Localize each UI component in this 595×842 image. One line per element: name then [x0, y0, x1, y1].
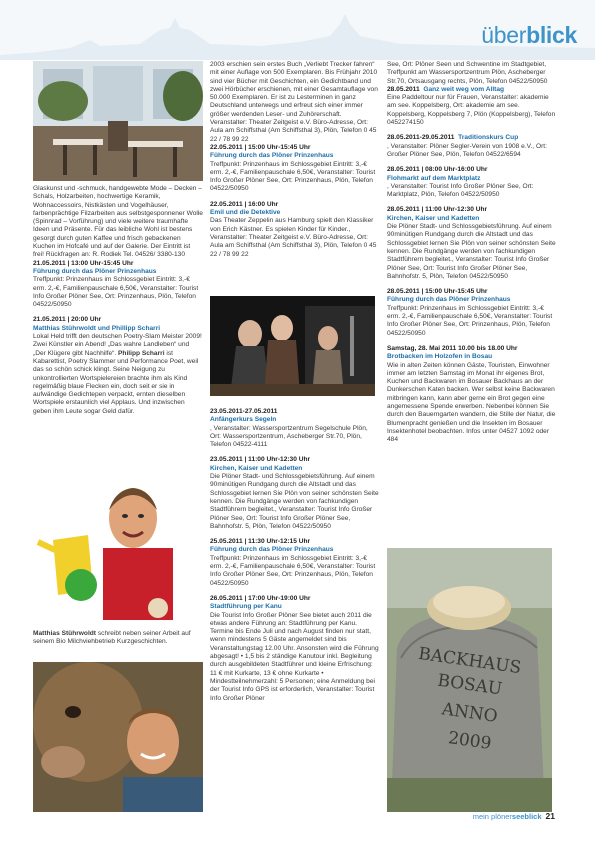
page-number: 21 [545, 811, 555, 821]
stone-engraving-line2: BOSAU [436, 670, 504, 700]
event-date: 25.05.2011 | 11:30 Uhr-12:15 Uhr [210, 538, 311, 546]
event-entry [387, 86, 557, 127]
event-title: Führung durch das Plöner Prinzenhaus [210, 152, 334, 160]
event-entry [210, 456, 380, 531]
column-3 [387, 61, 557, 451]
event-title: Flohmarkt auf dem Marktplatz [387, 174, 481, 182]
event-body: Treffpunkt: Prinzenhaus im Schlossgebiet Eintritt: 3,-€ erm. 2,-€, Familienpauschale 6,50€, Veranstalter: Tourist Info Großer Plöner See, Ort: Prinzenhaus, Plön, Telefon 04522/50950 [33, 276, 199, 309]
col2-intro: 2003 erschien sein erstes Buch „Verliebt Trecker fahren“ mit einer Auflage von 500 Exemplaren. Bis Frühjahr 2010 sind vier Bücher mit Geschichten, ein Gedichtband und zwei Hörbücher erschienen, mit einer Gesamtauflage von 50.000 Exemplaren. Er ist zu Lesterminen in ganz Deutschland unterwegs und erfreut sich einer immer größer werdenden Leser- und Zuhörerschaft. Veranstalter: Theater Zeitgeist e.V. Büro-Adresse, Ort: Aula am Schiffsthal (Am Schiffsthal 3), Plön, Telefon 0 45 22 / 78 99 22 [210, 61, 378, 143]
event-body: Die Plöner Stadt- und Schlossgebietsführung. Auf einem 90minütigen Rundgang durch die Altstadt und das Schlossgebiet lernen Sie Plön von seiner schönsten Seite kennen. Die Rundgänge werden von fachkundigen Stadtführern begleitet., Veranstalter: Tourist Info Großer Plöner See, Ort: Tourist Info Großer Plöner See, Bahnhofstr. 5, Plön, Telefon 04522/50950 [387, 223, 556, 280]
event-body: , Veranstalter: Plöner Segler-Verein von 1908 e.V., Ort: Großer Plöner See, Plön, Telefon 04522/6594 [387, 142, 547, 158]
event-title: Führung durch das Plöner Prinzenhaus [33, 267, 157, 275]
event-body: Das Theater Zeppelin aus Hamburg spielt den Klassiker von Erich Kästner. Es spielen Kinder für Kinder., Veranstalter: Theater Zeitgeist e.V. Büro-Adresse, Ort: Aula am Schiffsthal (Am Schiffsthal 3), Plön, Telefon 0 45 22 / 78 99 22 [210, 217, 377, 258]
event-entry [387, 288, 557, 338]
stone-engraving-line3: ANNO [440, 699, 499, 727]
column-1 [33, 185, 203, 423]
event-body: Eine Paddeltour nur für Frauen, Veranstalter: akademie am see. Koppelsberg, Ort: akademie am see. Koppelsberg, Koppelsberg 7, Plön (Koppelsberg), Telefon 0452274150 [387, 94, 556, 127]
event-title: Stadtführung per Kanu [210, 603, 282, 611]
event-entry [387, 166, 557, 199]
watering-can-photo [33, 480, 203, 620]
event-entry [210, 201, 380, 259]
event-title: Emil und die Detektive [210, 209, 281, 217]
caption-name: Matthias Stührwoldt [33, 630, 97, 637]
event-title: Anfängerkurs Segeln [210, 416, 277, 424]
footer-magazine-name: mein plöner [472, 812, 512, 821]
footer-magazine-name-bold: seeblick [511, 812, 542, 821]
col1-intro: Glaskunst und -schmuck, handgewebte Mode – Decken – Schals, Holzarbeiten, hochwertige Keramik, Wohnaccessoirs, Nistkästen und Vogelhäuser, farbenprächtige Filzarbeiten aus selbstgesponnener Wolle (Spinnrad – Vorführung) und viele weitere traumhafte Ideen und Präsente. Für das leibliche Wohl ist bestens gesorgt durch guten Kaffee und frisch gebackenen Kuchen im Hofcafé und auf der Galerie. Der Eintritt ist frei! Rückfragen an: R. Rodiek Tel. 04526/ 3380-130 [33, 185, 203, 259]
event-title: Ganz weit weg vom Alltag [423, 85, 505, 93]
event-date: 21.05.2011 | 20:00 Uhr [33, 316, 102, 324]
event-entry [387, 206, 557, 281]
event-title: Brotbacken im Holzofen in Bosau [387, 353, 493, 361]
event-body: Lokal Held trifft den deutschen Poetry-Slam Meister 2009! Zwei Künstler ein Abend! „Das wahre Landleben“ und „Der Klügere gibt Nachhilfe“. Philipp Scharri ist Kabarettist, Poetry Slammer und Performance Poet, weil das so schön schick klingt. Seine Neigung zu unkontrollierten Wortspielereien brachte ihm als Kind regelmäßig blaue Flecken ein, doch seit er sie in aufwändige Gedichtepen verpackt, ernten dieselben Wortspiele erstaunlich viel Applaus. Und inzwischen geben ihm Leute sogar Geld dafür. [33, 333, 202, 415]
event-body: Wie in alten Zeiten können Gäste, Touristen, Einwohner immer am letzten Samstag im Monat ihr eigenes Brot, Kuchen und Backwaren im Bosauer Backhaus an der Dunkerschen Katen backen. Wer selbst keine Backwaren mitbringen kann, kann aber gerne ein Brot gegen eine angemessene Spende erwerben. Nebenbei können Sie durch den Bauerngarten wandern, die Stille der Natur, die Blumenpracht genießen und die Insekten im Bosauer Insektenhotel beobachten. Infos unter 04527 1092 oder 484 [387, 361, 556, 444]
event-title: Kirchen, Kaiser und Kadetten [210, 464, 303, 472]
event-title: Matthias Stührwoldt und Phillipp Scharri [33, 324, 161, 332]
event-date: 22.05.2011 | 15:00 Uhr-15:45 Uhr [210, 143, 311, 151]
event-date: 28.05.2011 | 15:00 Uhr-15:45 Uhr [387, 288, 488, 296]
photo-caption [33, 630, 203, 647]
cafe-photo [33, 61, 203, 181]
event-entry [210, 595, 380, 703]
event-body: Die Tourist Info Großer Plöner See bietet auch 2011 die etwas andere Führung an: Stadtführung per Kanu. Termine bis Ende Juli und nach August finden nur statt, wenn mindestens 5 Gäste angemeldet sind bis Veranstaltungstag 12.00 Uhr. Ansonsten wird die Führung abgesagt! • 1,5 bis 2 ständige Kanutour inkl. Begleitung durch ausgebildeten Stadtführer und kleine Erfrischung: 11 € mit Kurkarte, 13 € ohne Kurkarte • Mindestteilnehmerzahl: 5 Personen; eine Anmeldung bei der Tourist Info GPS ist erforderlich, Veranstalter: Tourist Info Großer Plöner [210, 611, 379, 702]
event-entry [387, 345, 557, 445]
event-date: 22.05.2011 | 16:00 Uhr [210, 200, 279, 208]
theatre-photo [210, 296, 375, 396]
event-date: 23.05.2011-27.05.2011 [210, 408, 278, 415]
event-body: Treffpunkt: Prinzenhaus im Schlossgebiet Eintritt: 3,-€ erm. 2,-€, Familienpauschale 6,50€, Veranstalter: Tourist Info Großer Plöner See, Ort: Prinzenhaus, Plön, Telefon 04522/50950 [210, 554, 376, 587]
caption-text: schreibt neben seiner Arbeit auf seinem Bio Milchviehbetrieb Kurzgeschichten. [33, 630, 191, 646]
event-entry [210, 408, 380, 449]
event-body: Treffpunkt: Prinzenhaus im Schlossgebiet Eintritt: 3,-€ erm. 2,-€, Familienpauschale 6,50€, Veranstalter: Tourist Info Großer Plöner See, Ort: Prinzenhaus, Plön, Telefon 04522/50950 [210, 160, 376, 193]
event-date: Samstag, 28. Mai 2011 10.00 bis 18.00 Uhr [387, 344, 518, 352]
event-date: 28.05.2011-29.05.2011 [387, 134, 455, 142]
column-2-lower [210, 408, 380, 710]
event-title: Traditionskurs Cup [458, 134, 519, 142]
event-entry [210, 144, 380, 194]
event-date: 28.05.2011 [387, 85, 420, 93]
event-entry [210, 538, 380, 588]
column-2 [210, 61, 380, 266]
section-brand: überblick [481, 22, 577, 48]
stone-engraving-line4: 2009 [446, 728, 493, 754]
col3-intro: See, Ort: Plöner Seen und Schwentine im Stadtgebiet, Treffpunkt am Wassersportzentrum Plön, Ascheberger Str.70, Ortsausgang rechts, Plön, Telefon 04522/50950 [387, 61, 548, 85]
backhaus-stone-photo [387, 548, 552, 812]
event-date: 26.05.2011 | 17:00 Uhr-19:00 Uhr [210, 594, 311, 602]
event-body: , Veranstalter: Tourist Info Großer Plöner See, Ort: Marktplatz, Plön, Telefon 04522/50950 [387, 182, 534, 199]
event-title: Führung durch das Plöner Prinzenhaus [387, 296, 511, 304]
event-date: 28.05.2011 | 08:00 Uhr-16:00 Uhr [387, 166, 488, 174]
event-body: Die Plöner Stadt- und Schlossgebietsführung. Auf einem 90minütigen Rundgang durch die Altstadt und das Schlossgebiet lernen Sie Plön von seiner schönsten Seite kennen. Die Rundgänge werden von fachkundigen Stadtführern begleitet., Veranstalter: Tourist Info Großer Plöner See, Ort: Tourist Info Großer Plöner See, Bahnhofstr. 5, Plön, Telefon 04522/50950 [210, 473, 379, 530]
event-body: Treffpunkt: Prinzenhaus im Schlossgebiet Eintritt: 3,-€ erm. 2,-€, Familienpauschale 6,50€, Veranstalter: Tourist Info Großer Plöner See, Ort: Prinzenhaus, Plön, Telefon 04522/50950 [387, 304, 553, 337]
event-title: Kirchen, Kaiser und Kadetten [387, 214, 480, 222]
event-date: 21.05.2011 | 13:00 Uhr-15:45 Uhr [33, 259, 134, 267]
page-footer [473, 811, 555, 821]
event-title: Führung durch das Plöner Prinzenhaus [210, 546, 334, 554]
cow-photo [33, 662, 203, 812]
event-entry [33, 260, 203, 310]
event-body: , Veranstalter: Wassersportzentrum Segelschule Plön, Ort: Wassersportzentrum, Ascheberger Str.70, Plön, Telefon 04522-4111 [210, 424, 368, 449]
event-date: 28.05.2011 | 11:00 Uhr-12:30 Uhr [387, 206, 488, 214]
event-date: 23.05.2011 | 11:00 Uhr-12:30 Uhr [210, 456, 311, 464]
stone-engraving-line1: BACKHAUS [417, 643, 523, 679]
event-entry [387, 134, 557, 159]
event-entry [33, 316, 203, 416]
